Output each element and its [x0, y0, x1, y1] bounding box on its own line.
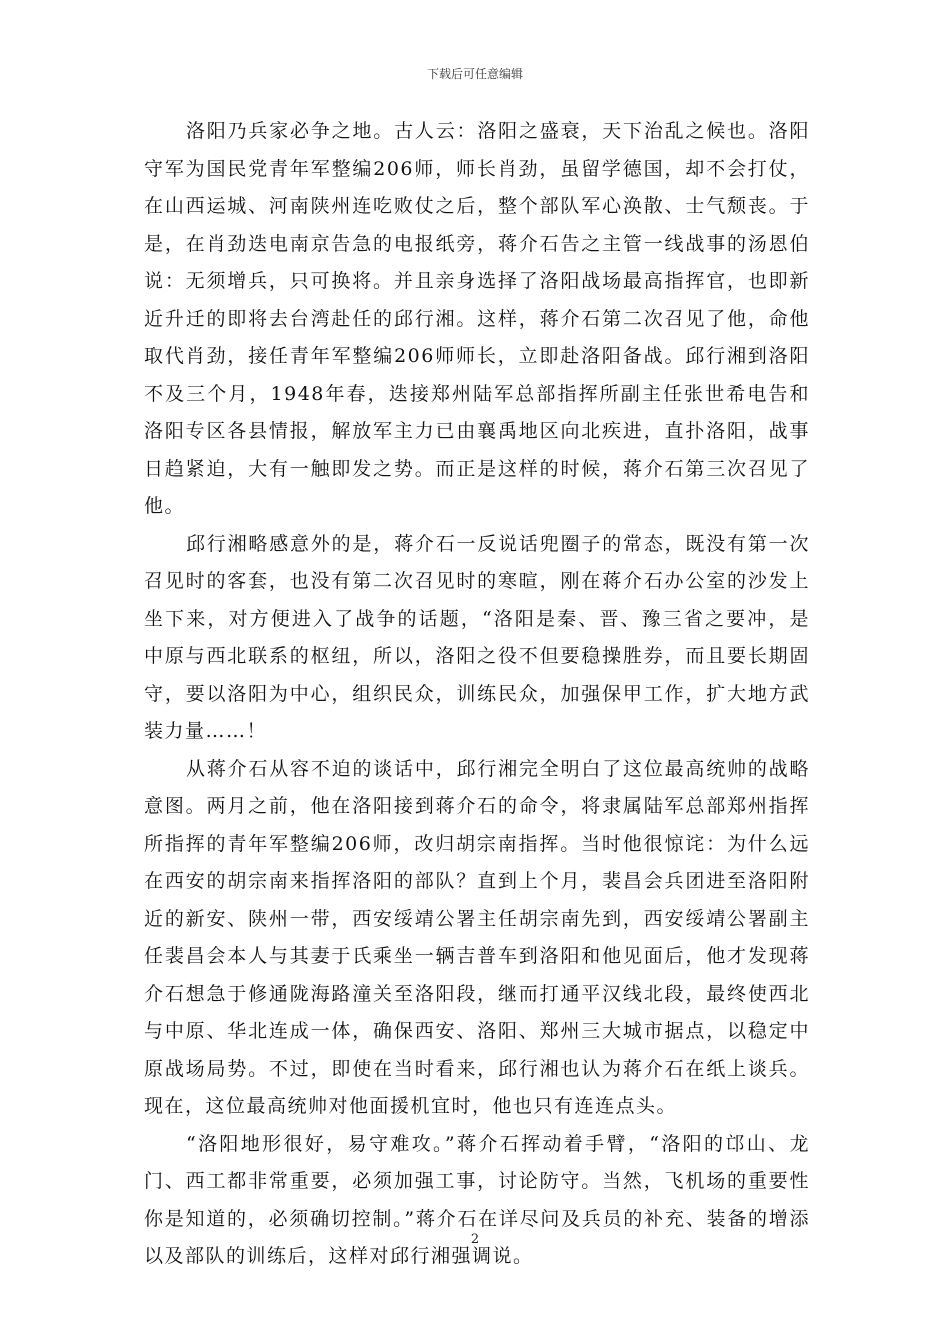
document-body: [144, 113, 810, 1276]
page-number: 2: [470, 1232, 480, 1247]
page-header: 下载后可任意编辑: [426, 67, 523, 81]
paragraph: 洛阳乃兵家必争之地。古人云：洛阳之盛衰，天下治乱之候也。洛阳守军为国民党青年军整编206师，师长肖劲，虽留学德国，却不会打仗，在山西运城、河南陕州连吃败仗之后，整个部队军心涣散、士气颓丧。于是，在肖劲迭电南京告急的电报纸旁，蒋介石告之主管一线战事的汤恩伯说：无须增兵，只可换将。并且亲身选择了洛阳战场最高指挥官，也即新近升迁的即将去台湾赴任的邱行湘。这样，蒋介石第二次召见了他，命他取代肖劲，接任青年军整编206师师长，立即赴洛阳备战。邱行湘到洛阳不及三个月，1948年春，迭接郑州陆军总部指挥所副主任张世希电告和洛阳专区各县情报，解放军主力已由襄禹地区向北疾进，直扑洛阳，战事日趋紧迫，大有一触即发之势。而正是这样的时候，蒋介石第三次召见了他。: [144, 120, 810, 517]
paragraph: 邱行湘略感意外的是，蒋介石一反说话兜圈子的常态，既没有第一次召见时的客套，也没有第二次召见时的寒暄，刚在蒋介石办公室的沙发上坐下来，对方便进入了战争的话题，“洛阳是秦、晋、豫三省之要冲，是中原与西北联系的枢纽，所以，洛阳之役不但要稳操胜券，而且要长期固守，要以洛阳为中心，组织民众，训练民众，加强保甲工作，扩大地方武装力量……！: [144, 532, 810, 742]
paragraph: 从蒋介石从容不迫的谈话中，邱行湘完全明白了这位最高统帅的战略意图。两月之前，他在洛阳接到蒋介石的命令，将隶属陆军总部郑州指挥所指挥的青年军整编206师，改归胡宗南指挥。当时他很惊诧：为什么远在西安的胡宗南来指挥洛阳的部队？直到上个月，裴昌会兵团进至洛阳附近的新安、陕州一带，西安绥靖公署主任胡宗南先到，西安绥靖公署副主任裴昌会本人与其妻于氏乘坐一辆吉普车到洛阳和他见面后，他才发现蒋介石想急于修通陇海路潼关至洛阳段，继而打通平汉线北段，最终使西北与中原、华北连成一体，确保西安、洛阳、郑州三大城市据点，以稳定中原战场局势。不过，即使在当时看来，邱行湘也认为蒋介石在纸上谈兵。现在，这位最高统帅对他面援机宜时，他也只有连连点头。: [144, 757, 810, 1117]
paragraph: “洛阳地形很好，易守难攻。”蒋介石挥动着手臂，“洛阳的邙山、龙门、西工都非常重要，必须加强工事，讨论防守。当然，飞机场的重要性你是知道的，必须确切控制。”蒋介石在详尽问及兵员的补充、装备的增添以及部队的训练后，这样对邱行湘强调说。: [144, 1132, 810, 1267]
